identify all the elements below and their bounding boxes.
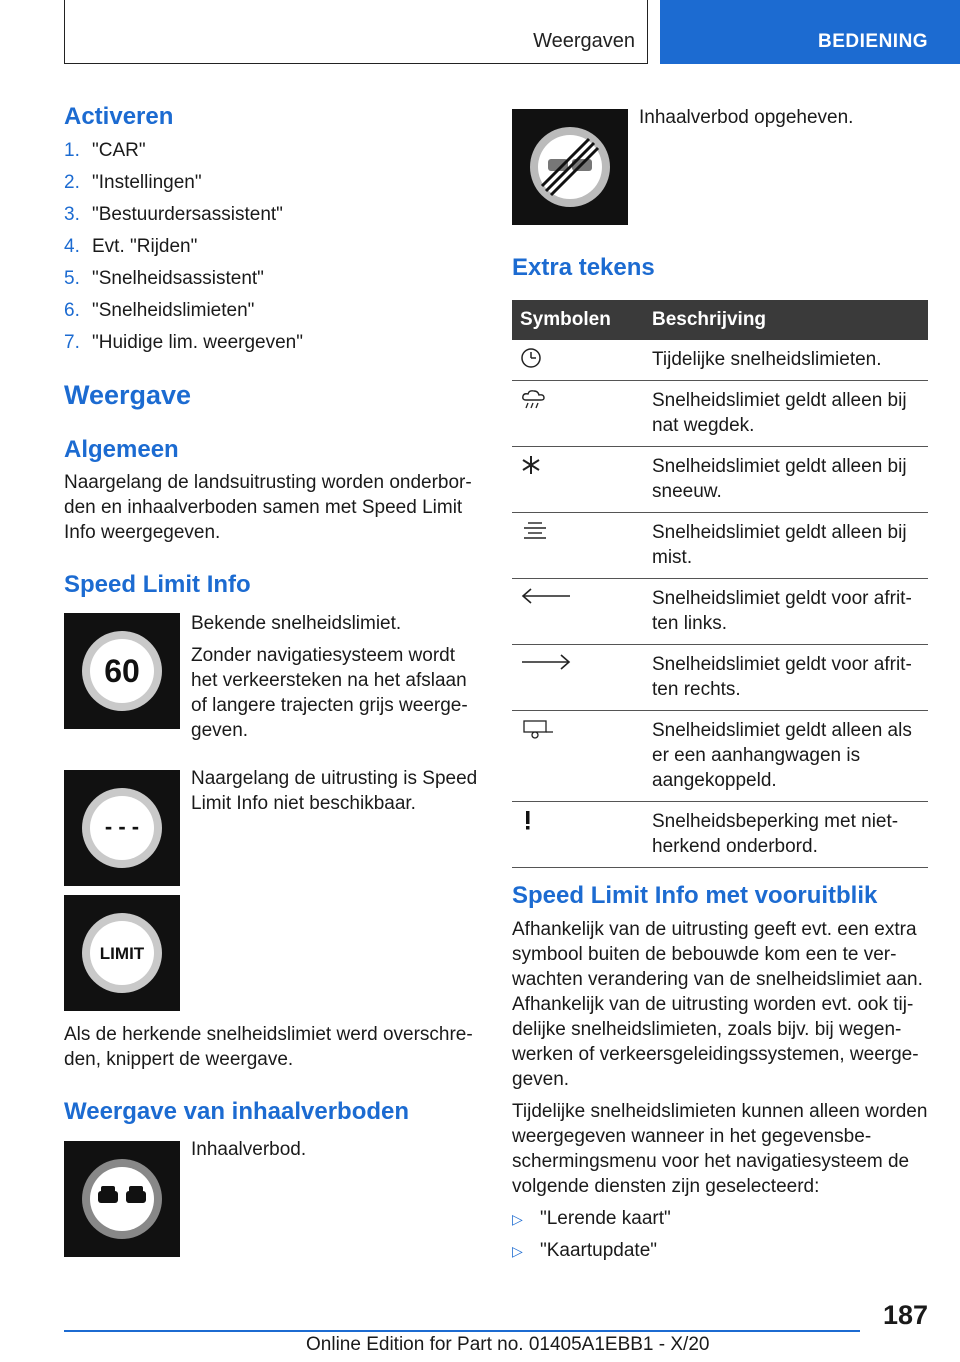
trailer-icon bbox=[520, 718, 554, 740]
clock-icon bbox=[520, 347, 548, 369]
no-overtaking-sign-image bbox=[64, 1141, 180, 1257]
arrow-left-icon bbox=[520, 586, 572, 606]
extra-tekens-heading: Extra tekens bbox=[512, 254, 655, 281]
exceeded-text: Als de herkende snelheidslimiet werd overschreden, knippert de weergave. bbox=[64, 1024, 473, 1070]
symbols-table bbox=[512, 300, 928, 868]
algemeen-text: Naargelang de landsuitrusting worden onderborden en inhaalverboden samen met Speed Limit Info weergegeven. bbox=[64, 472, 472, 543]
no-nav-text: Zonder navigatiesysteem wordt het verkeersteken na het afslaan of langere trajecten grijs weergegeven. bbox=[191, 645, 468, 741]
vooruitblik-text-2: Afhankelijk van de uitrusting worden evt. ook tijdelijke snelheidslimieten, zoals bijv. bij wegenwerken of verkeersgeleidingssystemen, weergegeven. bbox=[512, 994, 919, 1090]
svg-text:LIMIT: LIMIT bbox=[99, 944, 145, 963]
list-item: ▷ "Lerende kaart" bbox=[512, 1208, 671, 1229]
activeren-section bbox=[64, 103, 484, 359]
page-number: 187 bbox=[882, 1300, 928, 1330]
table-row bbox=[512, 802, 928, 868]
symbol-description: Snelheidslimiet geldt alleen bij nat wegdek. bbox=[644, 381, 928, 447]
exclamation-icon bbox=[520, 809, 536, 831]
svg-text:- - -: - - - bbox=[104, 814, 140, 839]
table-row bbox=[512, 579, 928, 645]
symbol-description: Snelheidslimiet geldt alleen bij mist. bbox=[644, 513, 928, 579]
end-no-overtaking-sign-image bbox=[512, 109, 628, 225]
table-row bbox=[512, 381, 928, 447]
symbol-description: Snelheidslimiet geldt alleen als er een aanhangwagen is aangekoppeld. bbox=[644, 711, 928, 802]
table-row bbox=[512, 645, 928, 711]
table-row bbox=[512, 447, 928, 513]
no-overtaking-lifted-text: Inhaalverbod opgeheven. bbox=[639, 107, 854, 128]
svg-text:60: 60 bbox=[104, 653, 140, 689]
known-limit-text: Bekende snelheidslimiet. bbox=[191, 613, 402, 634]
rain-cloud-icon bbox=[520, 388, 550, 410]
arrow-right-icon bbox=[520, 652, 572, 672]
header-chapter-title: BEDIENING bbox=[818, 31, 929, 52]
inhaal-heading: Weergave van inhaalverboden bbox=[64, 1098, 410, 1125]
footer-divider bbox=[64, 1330, 860, 1332]
speed-unknown-sign-image bbox=[64, 770, 180, 886]
symbol-description: Snelheidsbeperking met niet-herkend onderbord. bbox=[644, 802, 928, 868]
symbol-description: Snelheidslimiet geldt alleen bij sneeuw. bbox=[644, 447, 928, 513]
services-list bbox=[512, 1203, 932, 1267]
limit-sign-image bbox=[64, 895, 180, 1011]
weergave-heading: Weergave bbox=[64, 380, 192, 410]
header-section-box bbox=[64, 0, 648, 64]
symbol-description: Tijdelijke snelheidslimieten. bbox=[644, 340, 928, 381]
speed-60-sign-image bbox=[64, 613, 180, 729]
step-item: 2. "Instellingen" bbox=[64, 172, 202, 193]
algemeen-heading: Algemeen bbox=[64, 436, 179, 463]
not-available-text: Naargelang de uitrusting is Speed Limit Info niet beschikbaar. bbox=[191, 768, 478, 814]
col-header-beschrijving: Beschrijving bbox=[644, 300, 928, 340]
snowflake-icon bbox=[520, 454, 544, 476]
step-item: 4. Evt. "Rijden" bbox=[64, 236, 198, 257]
step-item: 3. "Bestuurdersassistent" bbox=[64, 204, 283, 225]
no-overtaking-text: Inhaalverbod. bbox=[191, 1139, 307, 1160]
header-section-title: Weergaven bbox=[533, 30, 635, 52]
step-item: 5. "Snelheidsassistent" bbox=[64, 268, 264, 289]
fog-icon bbox=[520, 520, 550, 542]
speed-limit-text bbox=[191, 611, 481, 743]
table-row bbox=[512, 711, 928, 802]
table-row bbox=[512, 340, 928, 381]
vooruitblik-body bbox=[512, 917, 932, 1267]
symbol-description: Snelheidslimiet geldt voor afritten rechts. bbox=[644, 645, 928, 711]
symbol-description: Snelheidslimiet geldt voor afritten links. bbox=[644, 579, 928, 645]
footer-edition: Online Edition for Part no. 01405A1EBB1 - X/20 bbox=[306, 1334, 710, 1355]
list-item: ▷ "Kaartupdate" bbox=[512, 1240, 658, 1261]
activeren-steps bbox=[64, 135, 484, 359]
speed-limit-heading: Speed Limit Info bbox=[64, 571, 251, 598]
vooruitblik-text-3: Tijdelijke snelheidslimieten kunnen alleen worden weergegeven wanneer in het gegevensbeschermingsmenu voor het navigatiesysteem de volgende diensten zijn geselecteerd: bbox=[512, 1101, 928, 1197]
vooruitblik-text-1: Afhankelijk van de uitrusting geeft evt. een extra symbool buiten de bebouwde kom een te verwachten verandering van de snelheidslimiet aan. bbox=[512, 919, 923, 990]
table-header-row bbox=[512, 300, 928, 340]
col-header-symbolen: Symbolen bbox=[512, 300, 644, 340]
activeren-heading: Activeren bbox=[64, 103, 174, 130]
table-row bbox=[512, 513, 928, 579]
vooruitblik-heading: Speed Limit Info met vooruitblik bbox=[512, 882, 878, 909]
header-chapter-box bbox=[660, 0, 960, 64]
step-item: 1. "CAR" bbox=[64, 140, 146, 161]
step-item: 7. "Huidige lim. weergeven" bbox=[64, 332, 303, 353]
step-item: 6. "Snelheidslimieten" bbox=[64, 300, 255, 321]
